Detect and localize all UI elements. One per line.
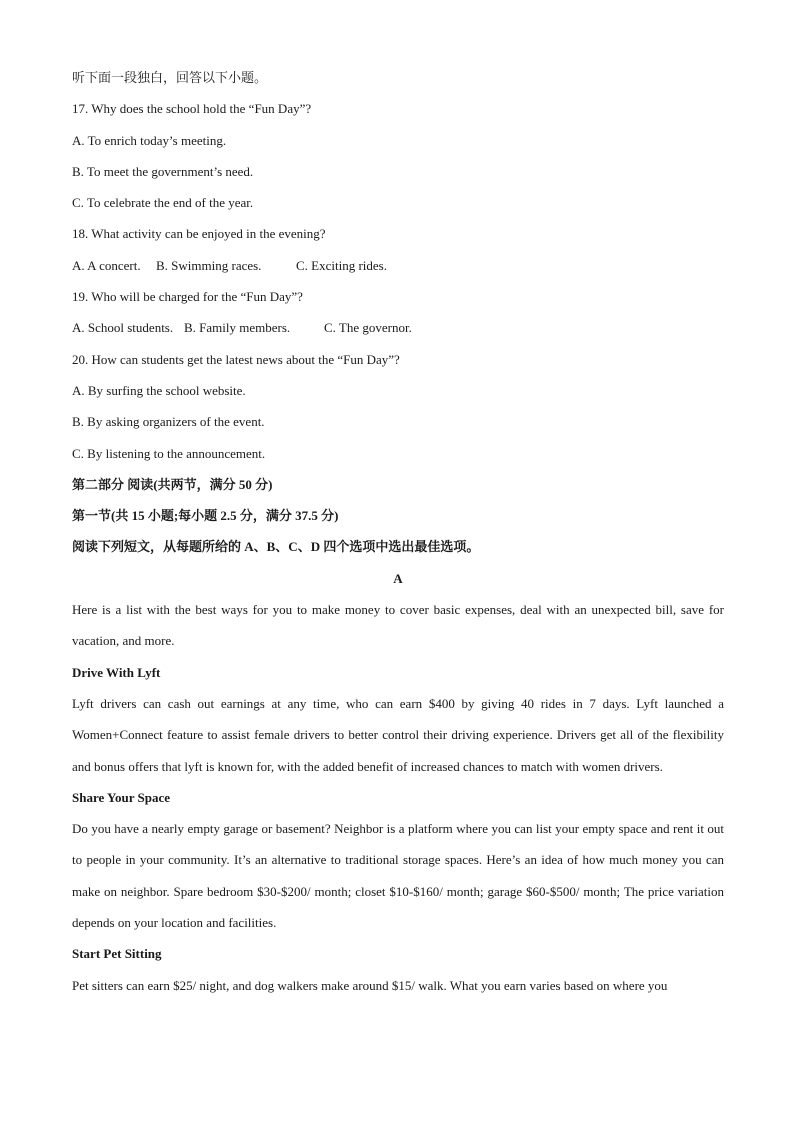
question-17-option-b: B. To meet the government’s need. [72,163,254,179]
question-18-stem: 18. What activity can be enjoyed in the evening? [72,226,326,242]
question-18-option-a: A. A concert. [72,257,141,273]
question-18-option-c: C. Exciting rides. [296,257,387,273]
question-19-option-b: B. Family members. [184,320,291,336]
section-heading-space: Share Your Space [72,789,170,805]
question-19-option-a: A. School students. [72,320,174,336]
section-2-subtitle: 第一节(共 15 小题;每小题 2.5 分，满分 37.5 分) [72,508,339,524]
listening-instruction: 听下面一段独白，回答以下小题。 [72,70,268,85]
section-text-space: Do you have a nearly empty garage or basement? Neighbor is a platform where you can list your empty space and rent it out to people in your community. It’s an alternative to traditional storage spaces. Here’s an idea of how much money you can make on neighbor. Spare bedroom $30-$200/ month; closet $10-$160/ month; garage $60-$500/ month; The price variation depends on your location and facilities. [72,821,724,931]
passage-intro: Here is a list with the best ways for you to make money to cover basic expenses, deal with an unexpected bill, save for vacation, and more. [72,602,724,649]
question-17-stem: 17. Why does the school hold the “Fun Day”? [72,101,312,117]
question-20-option-b: B. By asking organizers of the event. [72,414,265,430]
question-19-options [72,312,724,343]
section-2-direction: 阅读下列短文，从每题所给的 A、B、C、D 四个选项中选出最佳选项。 [72,539,480,555]
question-18-option-b: B. Swimming races. [156,257,262,273]
question-20-option-a: A. By surfing the school website. [72,382,246,398]
section-text-lyft: Lyft drivers can cash out earnings at any time, who can earn $400 by giving 40 rides in 7 days. Lyft launched a Women+Connect feature to assist female drivers to better control their driving experience. Drivers get all of the flexibility and bonus offers that lyft is known for, with the added benefit of increased chances to match with women drivers. [72,695,724,774]
document-page [72,62,724,1001]
question-19-stem: 19. Who will be charged for the “Fun Day”? [72,289,303,305]
section-heading-pet: Start Pet Sitting [72,946,162,962]
question-20-option-c: C. By listening to the announcement. [72,445,266,461]
question-20-stem: 20. How can students get the latest news about the “Fun Day”? [72,351,400,367]
passage-letter: A [393,570,403,586]
question-17-option-c: C. To celebrate the end of the year. [72,195,254,211]
question-17-option-a: A. To enrich today’s meeting. [72,132,227,148]
section-text-pet: Pet sitters can earn $25/ night, and dog walkers make around $15/ walk. What you earn varies based on where you [72,977,668,993]
question-18-options [72,250,724,281]
section-2-title: 第二部分 阅读(共两节，满分 50 分) [72,476,273,492]
question-19-option-c: C. The governor. [324,320,412,336]
section-heading-lyft: Drive With Lyft [72,664,161,680]
